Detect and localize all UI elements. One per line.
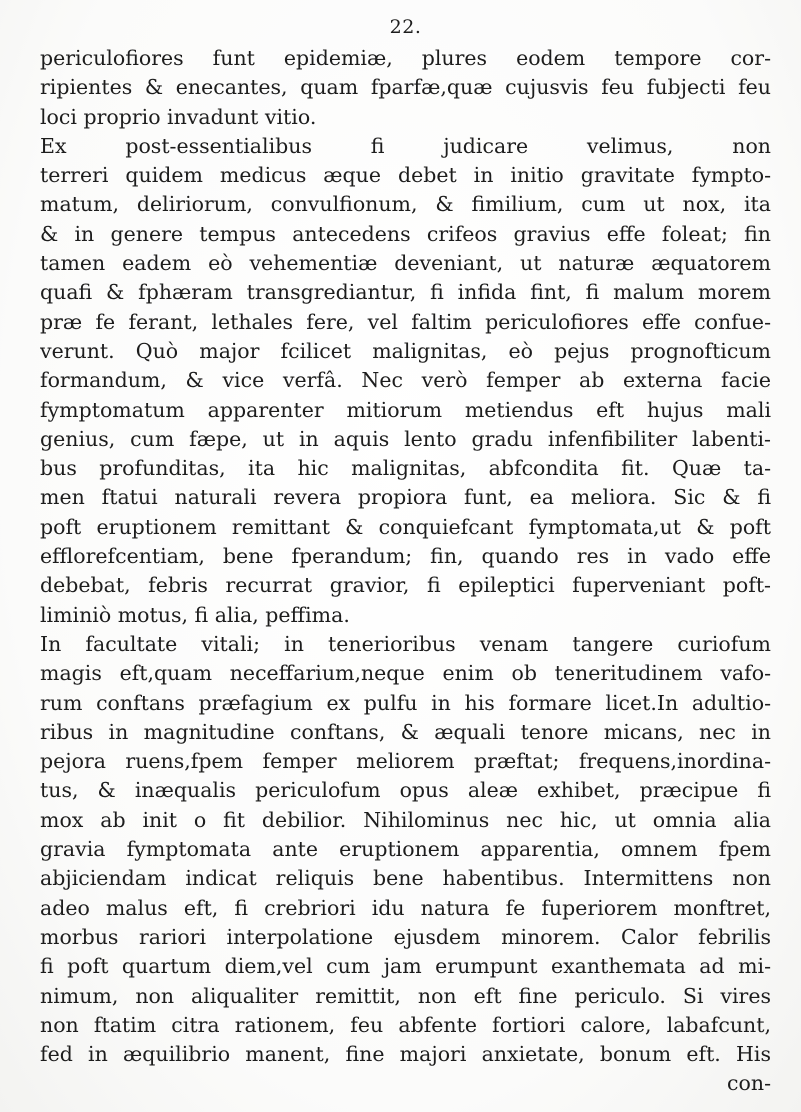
- catchword: con-: [727, 1071, 771, 1096]
- text-line: bus profunditas, ita hic malignitas, abfcondita fit. Quæ ta-: [40, 456, 771, 481]
- text-line: fi poft quartum diem,vel cum jam erumpunt exanthemata ad mi-: [40, 954, 771, 979]
- text-line: & in genere tempus antecedens crifeos gravius effe foleat; fin: [40, 221, 771, 246]
- text-line: tus, & inæqualis periculofum opus aleæ exhibet, præcipue fi: [40, 778, 771, 803]
- text-line: ribus in magnitudine conftans, & æquali tenore micans, nec in: [40, 719, 771, 744]
- text-line: adeo malus eft, fi crebriori idu natura fe fuperiorem monftret,: [40, 895, 771, 920]
- text-line: men ftatui naturali revera propiora funt, ea meliora. Sic & fi: [40, 485, 771, 510]
- text-line: præ fe ferant, lethales fere, vel faltim periculofiores effe confue-: [40, 309, 771, 334]
- text-line: Ex post-essentialibus fi judicare velimus, non: [40, 133, 771, 158]
- text-line: pejora ruens,fpem femper meliorem præftat; frequens,inordina-: [40, 749, 771, 774]
- text-line: rum conftans præfagium ex pulfu in his formare licet.In adultio-: [40, 690, 771, 715]
- text-line: magis eft,quam neceffarium,neque enim ob teneritudinem vafo-: [40, 661, 771, 686]
- text-line: tamen eadem eò vehementiæ deveniant, ut naturæ æquatorem: [40, 251, 771, 276]
- text-line: poft eruptionem remittant & conquiefcant fymptomata,ut & poft: [40, 514, 771, 539]
- text-line: ripientes & enecantes, quam fparfæ,quæ cujusvis feu fubjecti feu: [40, 75, 771, 100]
- text-line: liminiò motus, fi alia, peffima.: [40, 602, 350, 627]
- text-line: formandum, & vice verfâ. Nec verò femper ab externa facie: [40, 368, 771, 393]
- text-line: matum, deliriorum, convulfionum, & fimilium, cum ut nox, ita: [40, 192, 771, 217]
- text-line: terreri quidem medicus æque debet in initio gravitate fympto-: [40, 163, 771, 188]
- text-line: genius, cum fæpe, ut in aquis lento gradu infenfibiliter labenti-: [40, 426, 771, 451]
- text-line: loci proprio invadunt vitio.: [40, 104, 317, 129]
- text-line: In facultate vitali; in tenerioribus venam tangere curiofum: [40, 631, 771, 656]
- text-line: debebat, febris recurrat gravior, fi epileptici fuperveniant poft-: [40, 573, 771, 598]
- text-line: mox ab init o fit debilior. Nihilominus nec hic, ut omnia alia: [40, 807, 771, 832]
- text-line: morbus rariori interpolatione ejusdem minorem. Calor febrilis: [40, 924, 771, 949]
- text-block: [40, 44, 771, 1099]
- text-line: abjiciendam indicat reliquis bene habentibus. Intermittens non: [40, 866, 771, 891]
- text-line: efflorefcentiam, bene fperandum; fin, quando res in vado effe: [40, 544, 771, 569]
- text-line: non ftatim citra rationem, feu abfente fortiori calore, labafcunt,: [40, 1012, 771, 1037]
- text-line: fymptomatum apparenter mitiorum metiendus eft hujus mali: [40, 397, 771, 422]
- text-line: quafi & fphæram transgrediantur, fi infida fint, fi malum morem: [40, 280, 771, 305]
- text-line: periculofiores funt epidemiæ, plures eodem tempore cor-: [40, 46, 771, 70]
- page-number: 22.: [389, 16, 422, 38]
- text-line: fed in æquilibrio manent, fine majori anxietate, bonum eft. His: [40, 1042, 771, 1067]
- text-line: nimum, non aliqualiter remittit, non eft fine periculo. Si vires: [40, 983, 771, 1008]
- text-line: gravia fymptomata ante eruptionem apparentia, omnem fpem: [40, 837, 771, 862]
- text-line: verunt. Quò major fcilicet malignitas, eò pejus prognofticum: [40, 338, 771, 363]
